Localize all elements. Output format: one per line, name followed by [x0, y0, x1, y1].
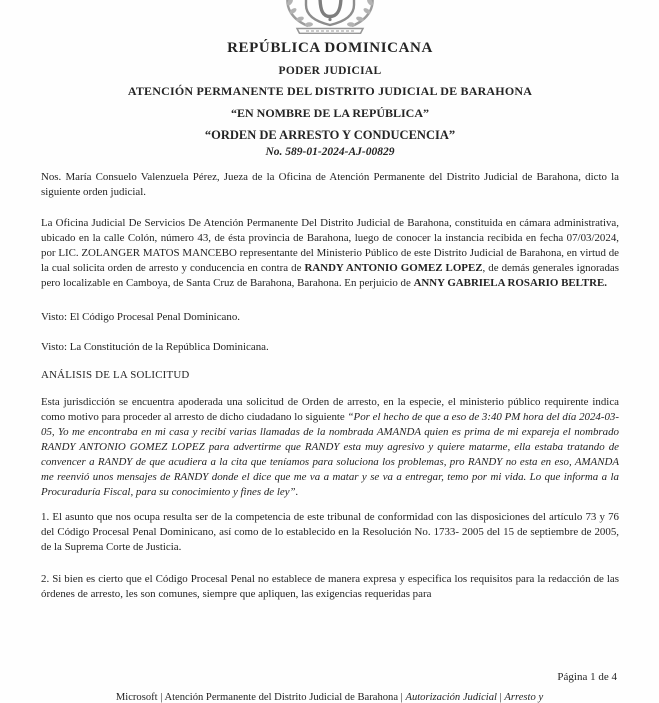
visto-penal-code: Visto: El Código Procesal Penal Dominicano.: [41, 311, 240, 323]
visto-constitution: Visto: La Constitución de la República Dominicana.: [41, 341, 269, 353]
footer-reference-line: Microsoft | Atención Permanente del Distrito Judicial de Barahona | Autorización Judicial | Arresto y: [115, 692, 544, 703]
numbered-point-2: 2. Si bien es cierto que el Código Procesal Penal no establece de manera expresa y especifica los requisitos para la redacción de las órdenes de arresto, les son comunes, siempre que apliquen, las exigencias requeridas para: [41, 573, 619, 600]
section-heading-analysis: ANÁLISIS DE LA SOLICITUD: [41, 369, 190, 381]
case-number: No. 589-01-2024-AJ-00829: [265, 146, 395, 158]
numbered-point-1: 1. El asunto que nos ocupa resulta ser de la competencia de este tribunal de conformidad con las disposiciones del artículo 73 y 76 del Código Procesal Penal Dominicano, así como de lo establecido en la Resolución No. 1733- 2005 del 15 de septiembre de 2005, de la Suprema Corte de Justicia.: [41, 511, 619, 553]
motto-line: “EN NOMBRE DE LA REPÚBLICA”: [230, 106, 430, 120]
court-office-title: ATENCIÓN PERMANENTE DEL DISTRITO JUDICIAL DE BARAHONA: [127, 84, 533, 98]
document-title: “ORDEN DE ARRESTO Y CONDUCENCIA”: [204, 128, 456, 142]
coat-of-arms-icon: [260, 0, 400, 34]
judicial-branch-title: PODER JUDICIAL: [278, 65, 382, 77]
judge-intro-paragraph: Nos. María Consuelo Valenzuela Pérez, Jueza de la Oficina de Atención Permanente del Distrito Judicial de Barahona, dicto la siguiente orden judicial.: [41, 171, 619, 198]
analysis-paragraph: Esta jurisdicción se encuentra apoderada una solicitud de Orden de arresto, en la especie, el ministerio público requirente indica como motivo para proceder al arresto de dicho ciudadano lo siguiente “Por el hecho de que a eso de 3:40 PM hora del día 2024-03-05, Yo me encontraba en mi casa y recibí varias llamadas de la nombrada AMANDA quien es prima de mi expareja el nombrado RANDY ANTONIO GOMEZ LOPEZ para advertirme que RANDY esta muy agresivo y quiere matarme, ella estaba tratando de convencer a RANDY de que acudiera a la cita que teníamos para soluciona los problemas, pro RANDY no esta en eso, AMANDA me reenvió unos mensajes de RANDY donde el dice que me va a matar y se va a entregar, temo por mi vida. Lo que informa a la Procuraduría Fiscal, para su conocimiento y fines de ley”.: [41, 396, 619, 498]
country-title: REPÚBLICA DOMINICANA: [227, 40, 433, 56]
request-details-paragraph: La Oficina Judicial De Servicios De Atención Permanente Del Distrito Judicial de Barahona, constituida en cámara administrativa, ubicado en la calle Colón, número 43, de ésta provincia de Barahona, luego de conocer la instancia recibida en fecha 07/03/2024, por LIC. ZOLANGER MATOS MANCEBO representante del Ministerio Público de este Distrito Judicial de Barahona, en virtud de la cual solicita orden de arresto y conducencia en contra de RANDY ANTONIO GOMEZ LOPEZ, de demás generales ignoradas pero localizable en Camboya, de Santa Cruz de Barahona, Barahona. En perjuicio de ANNY GABRIELA ROSARIO BELTRE.: [41, 217, 620, 289]
page-indicator: Página 1 de 4: [557, 671, 617, 683]
